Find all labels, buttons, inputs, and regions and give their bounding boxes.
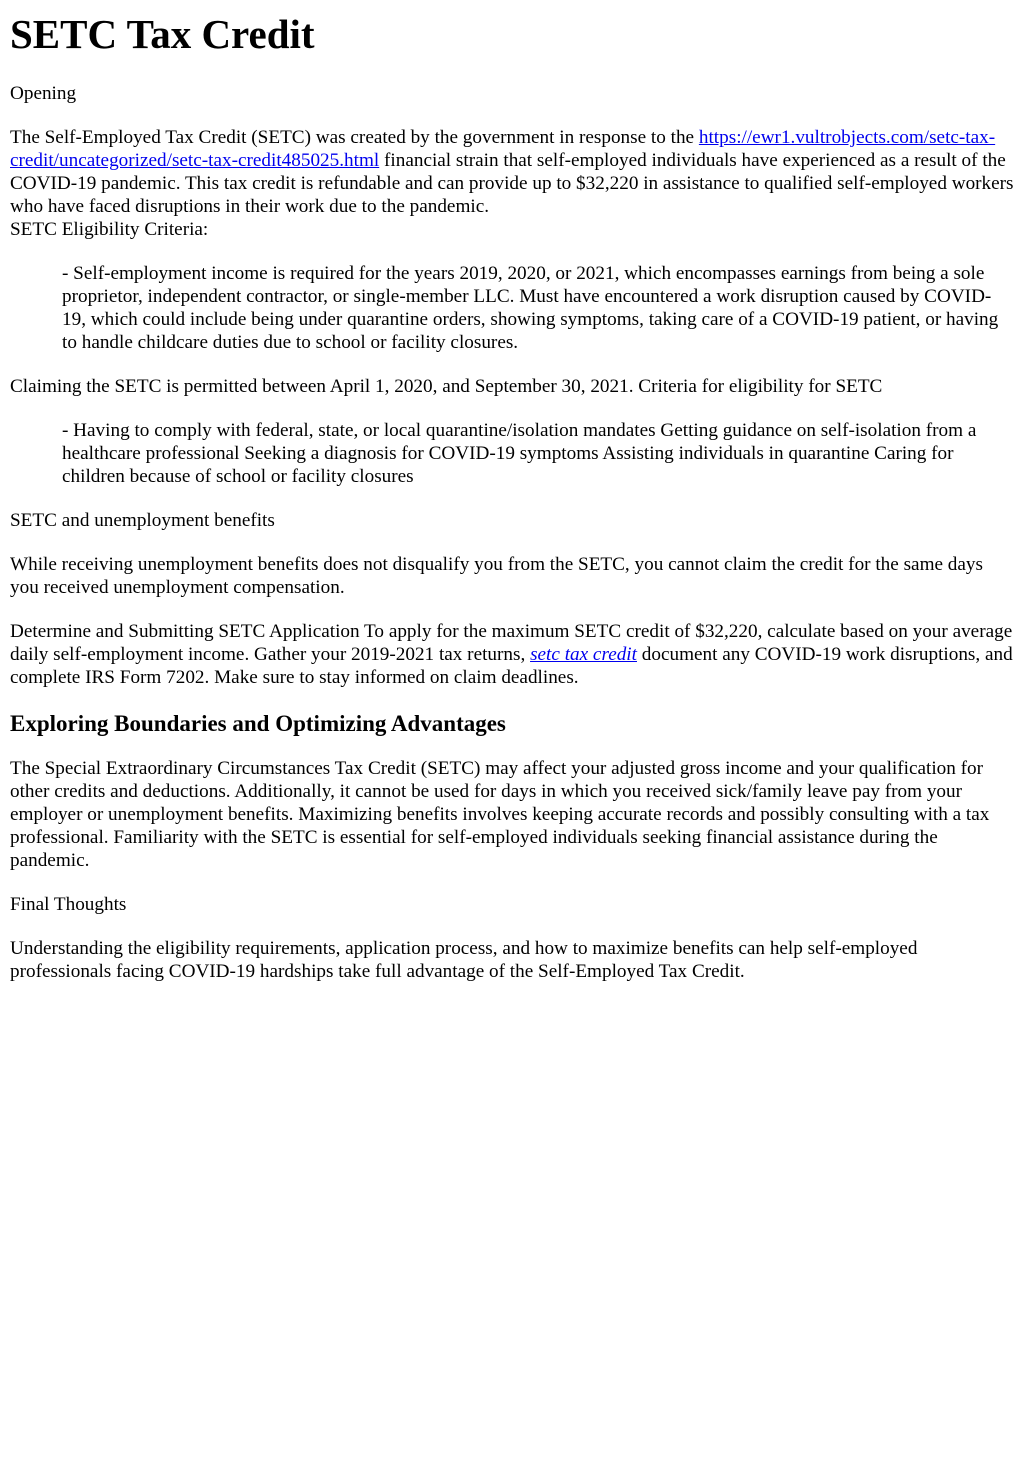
intro-paragraph — [10, 126, 1014, 241]
unemployment-heading: SETC and unemployment benefits — [10, 510, 275, 531]
setc-url-link[interactable]: https://ewr1.vultrobjects.com/setc-tax-credit/uncategorized/setc-tax-credit485025.html — [10, 127, 996, 171]
eligibility-criteria-label: SETC Eligibility Criteria: — [10, 219, 209, 240]
intro-text-after-link: financial strain that self-employed individuals have experienced as a result of the COVID-19 pandemic. This tax credit is refundable and can provide up to $32,220 in assistance to qualified self-employed workers who have faced disruptions in their work due to the pandemic. — [10, 150, 1014, 217]
unemployment-paragraph: While receiving unemployment benefits does not disqualify you from the SETC, you cannot claim the credit for the same days you received unemployment compensation. — [10, 554, 983, 598]
criteria-quote: - Having to comply with federal, state, or local quarantine/isolation mandates Getting guidance on self-isolation from a healthcare professional Seeking a diagnosis for COVID-19 symptoms Assisting individuals in quarantine Caring for children because of school or facility closures — [62, 420, 977, 487]
apply-text-after-link: document any COVID-19 work disruptions, and complete IRS Form 7202. Make sure to stay informed on claim deadlines. — [10, 644, 1013, 688]
apply-text-before-link: Determine and Submitting SETC Application To apply for the maximum SETC credit of $32,220, calculate based on your average daily self-employment income. Gather your 2019-2021 tax returns, — [10, 621, 1013, 665]
final-paragraph: Understanding the eligibility requirements, application process, and how to maximize benefits can help self-employed professionals facing COVID-19 hardships take full advantage of the Self-Employed Tax Credit. — [10, 938, 918, 982]
section-heading: Exploring Boundaries and Optimizing Advantages — [10, 711, 506, 736]
intro-text-before-link: The Self-Employed Tax Credit (SETC) was created by the government in response to the — [10, 127, 699, 148]
opening-label: Opening — [10, 83, 77, 104]
claim-period-paragraph: Claiming the SETC is permitted between April 1, 2020, and September 30, 2021. Criteria for eligibility for SETC — [10, 376, 883, 397]
final-thoughts-heading: Final Thoughts — [10, 894, 127, 915]
section-paragraph: The Special Extraordinary Circumstances Tax Credit (SETC) may affect your adjusted gross income and your qualification for other credits and deductions. Additionally, it cannot be used for days in which you received sick/family leave pay from your employer or unemployment benefits. Maximizing benefits involves keeping accurate records and possibly consulting with a tax professional. Familiarity with the SETC is essential for self-employed individuals seeking financial assistance during the pandemic. — [10, 758, 990, 871]
eligibility-quote: - Self-employment income is required for the years 2019, 2020, or 2021, which encompasses earnings from being a sole proprietor, independent contractor, or single-member LLC. Must have encountered a work disruption caused by COVID-19, which could include being under quarantine orders, showing symptoms, taking care of a COVID-19 patient, or having to handle childcare duties due to school or facility closures. — [62, 263, 999, 353]
apply-paragraph — [10, 620, 1014, 689]
setc-tax-credit-link[interactable]: setc tax credit — [530, 644, 637, 665]
page-title: SETC Tax Credit — [10, 11, 315, 57]
article — [0, 11, 1024, 983]
